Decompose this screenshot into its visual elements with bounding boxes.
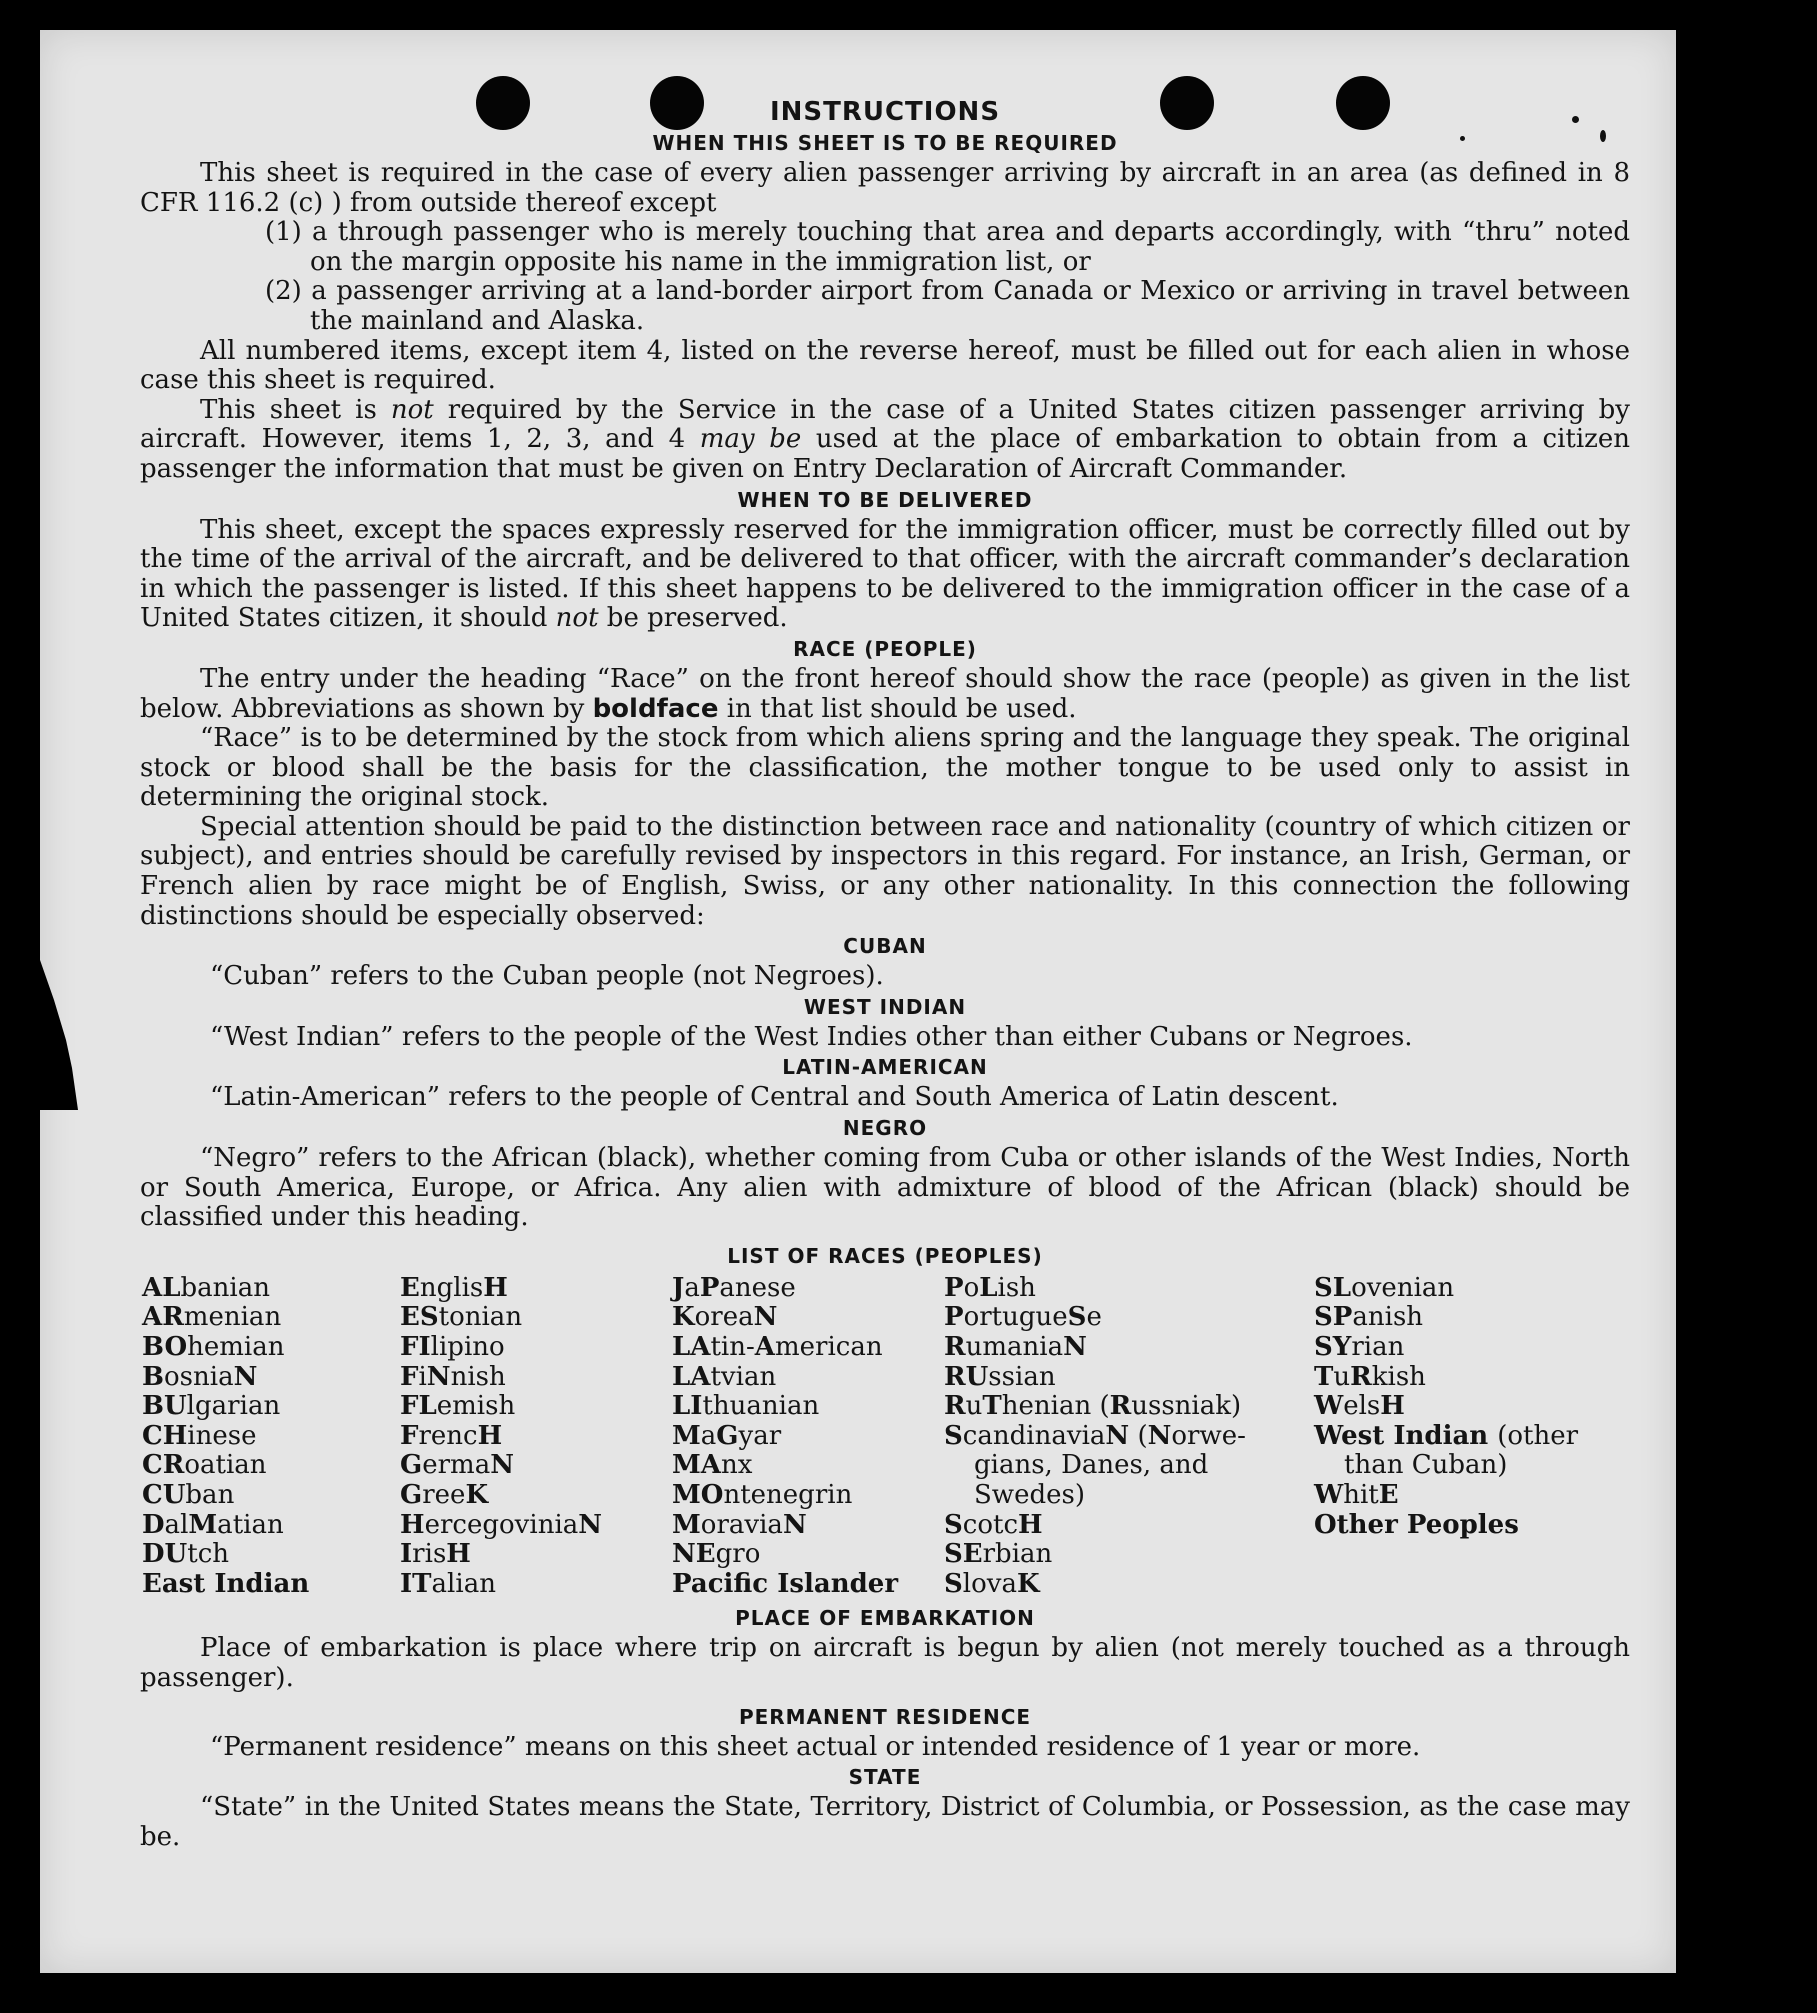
- race-entry: KoreaN: [672, 1302, 778, 1333]
- race-entry: JaPanese: [672, 1272, 796, 1303]
- race-entry: LIthuanian: [672, 1391, 820, 1422]
- bold-term: boldface: [592, 693, 719, 724]
- definition: Place of embarkation is place where trip on aircraft is begun by alien (not merely touched as a through passenger).: [140, 1633, 1630, 1693]
- definition: “State” in the United States means the State, Territory, District of Columbia, or Possession, as the case may be.: [140, 1792, 1630, 1852]
- text-run: required by the Service in the case of a United States citizen passenger arriving by aircraft. However, items 1, 2, 3, and 4: [140, 394, 1630, 455]
- definition: “Cuban” refers to the Cuban people (not Negroes).: [210, 961, 884, 992]
- race-entry: FiNnish: [400, 1361, 506, 1392]
- race-entry: SlovaK: [944, 1568, 1040, 1599]
- race-entry: gians, Danes, and: [974, 1450, 1209, 1481]
- race-entry: Pacific Islander: [672, 1568, 899, 1599]
- race-entry: East Indian: [142, 1568, 310, 1599]
- paragraph: Special attention should be paid to the distinction between race and nationality (country of which citizen or subject), and entries should be carefully revised by inspectors in this regard. For instance, an Irish, German, or French alien by race might be of English, Swiss, or any other nationality. In this connection the following distinctions should be especially observed:: [140, 811, 1630, 931]
- race-entry: IrisH: [400, 1539, 471, 1570]
- races-column: [400, 1274, 672, 1600]
- race-entry: BosniaN: [142, 1361, 258, 1392]
- race-entry: FLemish: [400, 1391, 516, 1422]
- race-entry: ALbanian: [142, 1272, 270, 1303]
- emphasis: not: [555, 603, 599, 634]
- text-run: This sheet is: [200, 394, 391, 425]
- definition: “West Indian” refers to the people of the West Indies other than either Cubans or Negroes.: [210, 1021, 1413, 1052]
- paragraph: All numbered items, except item 4, listed on the reverse hereof, must be filled out for each alien in whose case this sheet is required.: [140, 335, 1630, 396]
- race-entry: PoLish: [944, 1272, 1036, 1303]
- paragraph: “Race” is to be determined by the stock from which aliens spring and the language they speak. The original stock or blood shall be the basis for the classification, the mother tongue to be used only to assist in determining the original stock.: [140, 723, 1630, 813]
- race-entry: SYrian: [1314, 1332, 1405, 1362]
- paragraph: [140, 396, 1630, 485]
- text-run: This sheet, except the spaces expressly reserved for the immigration officer, must be correctly filled out by the time of the arrival of the aircraft, and be delivered to that officer, with the aircraft commander’s declaration in which the passenger is listed. If this sheet happens to be delivered to the immigration officer in the case of a United States citizen, it should: [140, 514, 1630, 634]
- race-entry: FrencH: [400, 1420, 503, 1451]
- section-heading: RACE (PEOPLE): [793, 636, 977, 661]
- paragraph: [140, 516, 1630, 634]
- instructions-body: [140, 96, 1630, 1852]
- race-entry: BOhemian: [142, 1332, 285, 1362]
- section-heading: WHEN TO BE DELIVERED: [737, 487, 1033, 512]
- race-entry: EStonian: [400, 1302, 523, 1333]
- section-heading: LIST OF RACES (PEOPLES): [727, 1243, 1043, 1268]
- paragraph: [140, 665, 1630, 724]
- race-entry: GermaN: [400, 1450, 514, 1481]
- page-title: INSTRUCTIONS: [769, 97, 1001, 127]
- race-entry: CUban: [142, 1479, 235, 1510]
- race-entry: PortugueSe: [944, 1302, 1102, 1333]
- race-entry: CRoatian: [142, 1450, 267, 1481]
- race-entry: BUlgarian: [142, 1391, 281, 1422]
- emphasis: may be: [699, 424, 802, 455]
- race-entry: WelsH: [1314, 1391, 1405, 1422]
- torn-edge: [40, 960, 100, 1110]
- section-heading: STATE: [848, 1765, 922, 1790]
- race-entry: CHinese: [142, 1420, 257, 1451]
- race-entry: ARmenian: [142, 1302, 282, 1333]
- text-run: The entry under the heading “Race” on the front hereof should show the race (people) as given in the list below. Abbreviations as shown by: [140, 663, 1630, 724]
- race-entry: SLovenian: [1314, 1272, 1455, 1303]
- race-entry: Other Peoples: [1314, 1509, 1519, 1540]
- races-column: [1314, 1274, 1614, 1600]
- definition: “Negro” refers to the African (black), whether coming from Cuba or other islands of the West Indies, North or South America, Europe, or Africa. Any alien with admixture of blood of the African (black) should be classified under this heading.: [140, 1143, 1630, 1233]
- emphasis: not: [390, 394, 434, 425]
- text-run: used at the place of embarkation to obtain from a citizen passenger the information that must be given on Entry Declaration of Aircraft Commander.: [140, 424, 1631, 484]
- definition: “Permanent residence” means on this sheet actual or intended residence of 1 year or more.: [210, 1731, 1421, 1762]
- races-column: [944, 1274, 1314, 1600]
- race-entry: FIlipino: [400, 1332, 505, 1362]
- race-entry: RuThenian (Russniak): [944, 1391, 1242, 1422]
- section-heading: LATIN-AMERICAN: [782, 1055, 988, 1080]
- text-run: be preserved.: [598, 603, 788, 634]
- race-entry: MoraviaN: [672, 1509, 807, 1540]
- race-entry: ITalian: [400, 1568, 496, 1599]
- race-entry: WhitE: [1314, 1479, 1399, 1510]
- race-entry: ScotcH: [944, 1509, 1043, 1540]
- race-entry: RUssian: [944, 1361, 1056, 1392]
- race-entry: MOntenegrin: [672, 1479, 853, 1510]
- race-entry: SErbian: [944, 1539, 1053, 1570]
- race-entry: Swedes): [974, 1479, 1085, 1510]
- race-entry: ScandinaviaN (Norwe-: [944, 1420, 1246, 1451]
- race-entry: DUtch: [142, 1539, 229, 1570]
- race-entry: EnglisH: [400, 1272, 508, 1303]
- list-item: (1) a through passenger who is merely touching that area and departs accordingly, with “thru” noted on the margin opposite his name in the immigration list, or: [265, 217, 1630, 277]
- race-entry: MAnx: [672, 1450, 753, 1481]
- document-page: [40, 30, 1676, 1973]
- races-list: [142, 1274, 1630, 1600]
- definition: “Latin-American” refers to the people of Central and South America of Latin descent.: [210, 1082, 1339, 1113]
- text-run: in that list should be used.: [718, 693, 1077, 724]
- section-heading: NEGRO: [842, 1116, 928, 1141]
- races-column: [672, 1274, 944, 1600]
- section-heading: CUBAN: [843, 934, 927, 959]
- race-entry: NEgro: [672, 1539, 761, 1570]
- section-heading: PLACE OF EMBARKATION: [735, 1606, 1035, 1631]
- paragraph: This sheet is required in the case of every alien passenger arriving by aircraft in an area (as defined in 8 CFR 116.2 (c) ) from outside thereof except: [140, 158, 1630, 218]
- race-entry: TuRkish: [1314, 1361, 1426, 1392]
- list-item: (2) a passenger arriving at a land-border airport from Canada or Mexico or arriving in travel between the mainland and Alaska.: [265, 276, 1630, 336]
- race-entry: than Cuban): [1344, 1450, 1508, 1481]
- race-entry: West Indian (other: [1314, 1420, 1579, 1451]
- race-entry: SPanish: [1314, 1302, 1424, 1333]
- race-entry: GreeK: [400, 1479, 489, 1510]
- race-entry: LAtin-American: [672, 1332, 883, 1362]
- races-column: [142, 1274, 400, 1600]
- race-entry: HercegoviniaN: [400, 1509, 603, 1540]
- section-heading: WHEN THIS SHEET IS TO BE REQUIRED: [652, 131, 1118, 155]
- race-entry: MaGyar: [672, 1420, 782, 1451]
- race-entry: LAtvian: [672, 1361, 777, 1392]
- race-entry: RumaniaN: [944, 1332, 1087, 1362]
- section-heading: WEST INDIAN: [803, 994, 967, 1019]
- section-heading: PERMANENT RESIDENCE: [738, 1704, 1032, 1729]
- race-entry: DalMatian: [142, 1509, 284, 1540]
